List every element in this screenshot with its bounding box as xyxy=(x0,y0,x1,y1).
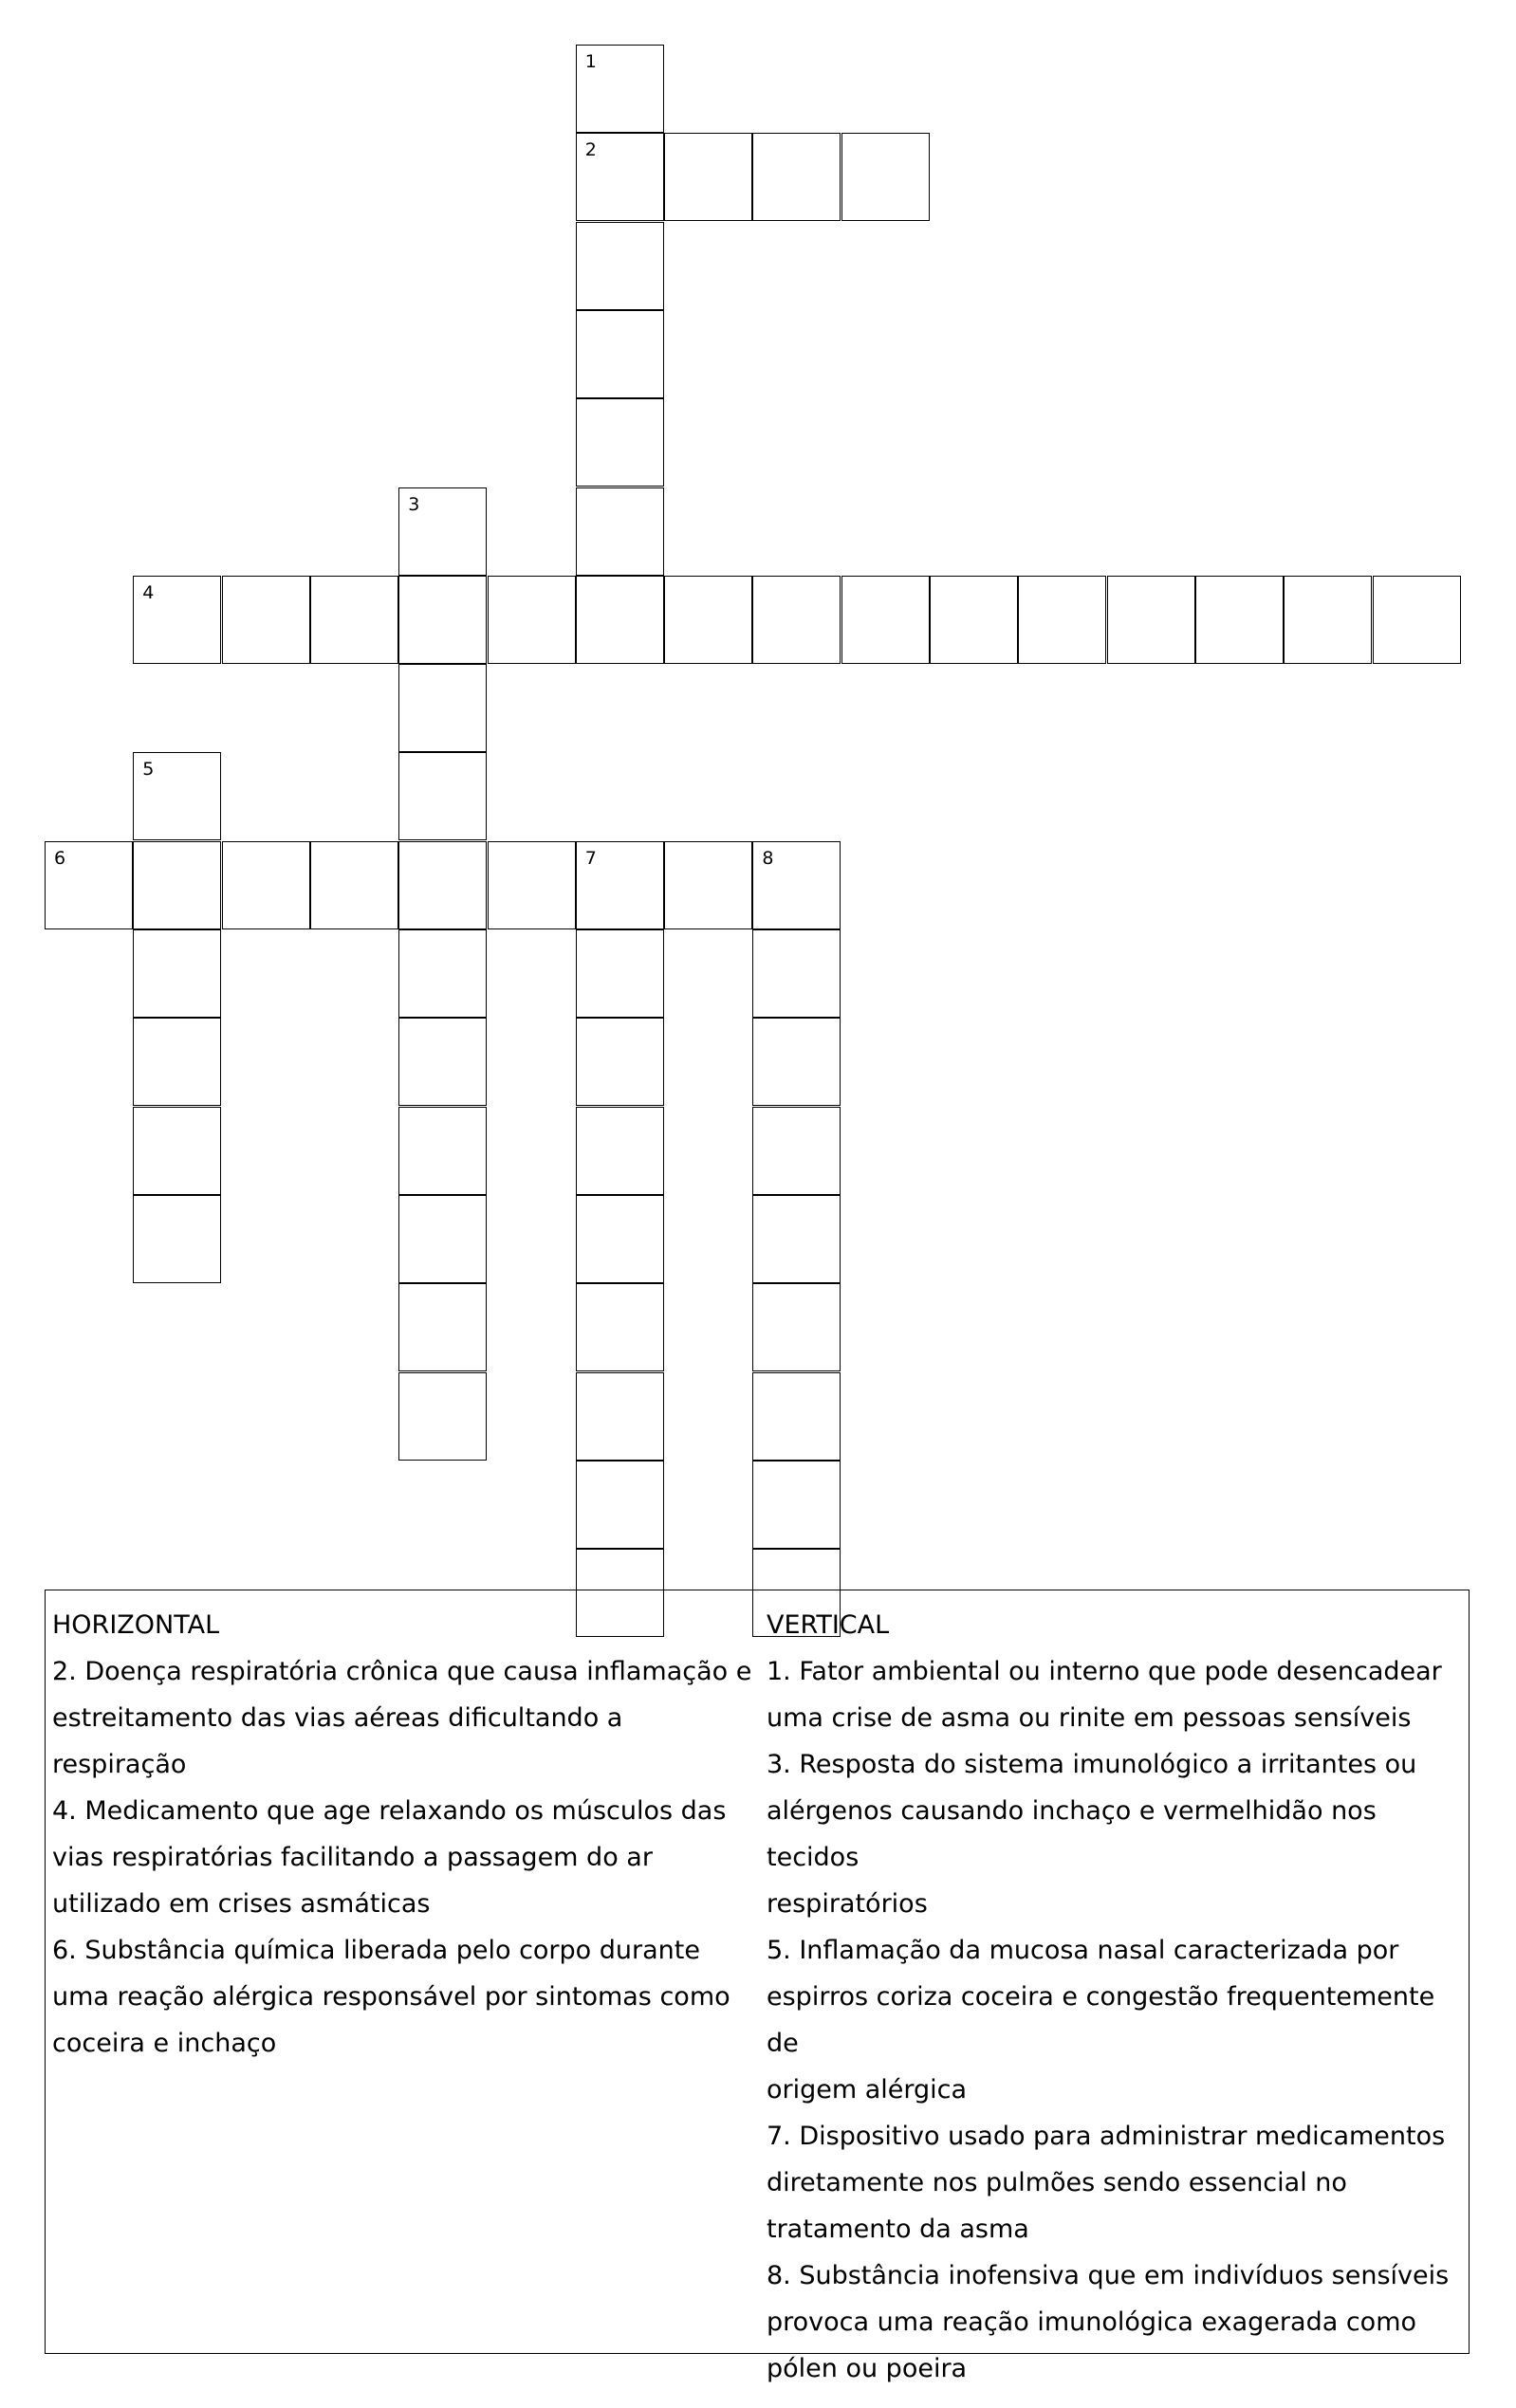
vertical-clue-line: 1. Fator ambiental ou interno que pode desencadear xyxy=(767,1657,1442,1686)
crossword-cell[interactable] xyxy=(576,1107,664,1195)
vertical-clue-line: pólen ou poeira xyxy=(767,2354,968,2383)
crossword-cell[interactable] xyxy=(752,1195,841,1283)
crossword-cell[interactable] xyxy=(222,841,310,929)
crossword-cell[interactable] xyxy=(752,133,841,221)
crossword-cell[interactable] xyxy=(398,929,487,1018)
clue-number: 6 xyxy=(54,847,66,869)
crossword-cell[interactable] xyxy=(752,1372,841,1461)
crossword-cell[interactable] xyxy=(576,929,664,1018)
crossword-cell[interactable] xyxy=(1107,576,1195,664)
crossword-cell[interactable] xyxy=(1284,576,1372,664)
crossword-cell[interactable] xyxy=(133,841,221,929)
crossword-cell[interactable] xyxy=(576,576,664,664)
crossword-cell[interactable] xyxy=(398,1018,487,1106)
horizontal-clue-line: vias respiratórias facilitando a passagem do ar xyxy=(52,1843,653,1872)
horizontal-clue-line: coceira e inchaço xyxy=(52,2029,277,2058)
crossword-cell[interactable] xyxy=(45,841,133,929)
crossword-cell[interactable] xyxy=(752,1018,841,1106)
clue-number: 4 xyxy=(142,581,155,603)
crossword-cell[interactable] xyxy=(133,576,221,664)
vertical-clue-line: respiratórios xyxy=(767,1889,928,1919)
crossword-cell[interactable] xyxy=(576,222,664,310)
crossword-cell[interactable] xyxy=(398,487,487,576)
horizontal-clue-line: uma reação alérgica responsável por sintomas como xyxy=(52,1982,730,2012)
crossword-cell[interactable] xyxy=(576,398,664,487)
crossword-cell[interactable] xyxy=(222,576,310,664)
vertical-clue-line: tratamento da asma xyxy=(767,2215,1029,2244)
horizontal-clue-list xyxy=(52,1648,759,2067)
crossword-cell[interactable] xyxy=(664,841,752,929)
crossword-cell[interactable] xyxy=(310,576,398,664)
horizontal-clue-line: estreitamento das vias aéreas dificultando a xyxy=(52,1703,623,1733)
vertical-clue-line: diretamente nos pulmões sendo essencial no xyxy=(767,2168,1347,2197)
vertical-clue-line: origem alérgica xyxy=(767,2075,968,2105)
crossword-cell[interactable] xyxy=(930,576,1018,664)
crossword-cell[interactable] xyxy=(398,576,487,664)
horizontal-clues xyxy=(52,1602,759,2067)
vertical-title: VERTICAL xyxy=(767,1610,890,1640)
crossword-cell[interactable] xyxy=(133,752,221,840)
crossword-cell[interactable] xyxy=(310,841,398,929)
crossword-cell[interactable] xyxy=(576,310,664,398)
vertical-clue-line: uma crise de asma ou rinite em pessoas sensíveis xyxy=(767,1703,1412,1733)
clue-number: 1 xyxy=(584,51,597,72)
clue-number: 5 xyxy=(142,759,155,781)
crossword-cell[interactable] xyxy=(576,133,664,221)
clue-number: 2 xyxy=(584,139,597,161)
crossword-cell[interactable] xyxy=(664,576,752,664)
crossword-cell[interactable] xyxy=(398,1107,487,1195)
vertical-clue-line: provoca uma reação imunológica exagerada como xyxy=(767,2307,1417,2337)
crossword-cell[interactable] xyxy=(398,1195,487,1283)
horizontal-title: HORIZONTAL xyxy=(52,1610,220,1640)
crossword-cell[interactable] xyxy=(752,576,841,664)
crossword-cell[interactable] xyxy=(488,841,576,929)
crossword-cell[interactable] xyxy=(398,1372,487,1461)
crossword-cell[interactable] xyxy=(576,841,664,929)
crossword-cell[interactable] xyxy=(576,1195,664,1283)
vertical-clue-line: 3. Resposta do sistema imunológico a irritantes ou xyxy=(767,1750,1417,1779)
crossword-cell[interactable] xyxy=(841,576,930,664)
crossword-cell[interactable] xyxy=(398,752,487,840)
crossword-cell[interactable] xyxy=(576,487,664,576)
crossword-cell[interactable] xyxy=(576,1018,664,1106)
vertical-clues xyxy=(767,1602,1464,2392)
crossword-cell[interactable] xyxy=(1373,576,1461,664)
horizontal-clue-line: 2. Doença respiratória crônica que causa inflamação e xyxy=(52,1657,752,1686)
vertical-clue-line: 7. Dispositivo usado para administrar medicamentos xyxy=(767,2122,1446,2151)
vertical-clue-line: 5. Inflamação da mucosa nasal caracterizada por xyxy=(767,1936,1399,1965)
crossword-cell[interactable] xyxy=(841,133,930,221)
clue-number: 3 xyxy=(408,493,420,515)
crossword-cell[interactable] xyxy=(133,1018,221,1106)
crossword-cell[interactable] xyxy=(398,664,487,752)
crossword-cell[interactable] xyxy=(488,576,576,664)
crossword-cell[interactable] xyxy=(752,1283,841,1371)
crossword-cell[interactable] xyxy=(576,1461,664,1549)
crossword-cell[interactable] xyxy=(752,1461,841,1549)
crossword-cell[interactable] xyxy=(1195,576,1284,664)
horizontal-clue-line: utilizado em crises asmáticas xyxy=(52,1889,431,1919)
clues-box xyxy=(45,1590,1470,2383)
horizontal-clue-line: 6. Substância química liberada pelo corpo durante xyxy=(52,1936,700,1965)
crossword-cell[interactable] xyxy=(576,1283,664,1371)
crossword-cell[interactable] xyxy=(752,1107,841,1195)
vertical-clue-line: alérgenos causando inchaço e vermelhidão nos tecidos xyxy=(767,1796,1377,1872)
crossword-cell[interactable] xyxy=(752,929,841,1018)
clue-number: 8 xyxy=(762,847,774,869)
crossword-cell[interactable] xyxy=(398,841,487,929)
crossword-cell[interactable] xyxy=(576,1372,664,1461)
horizontal-clue-line: respiração xyxy=(52,1750,187,1779)
crossword-cell[interactable] xyxy=(752,841,841,929)
crossword-cell[interactable] xyxy=(133,1107,221,1195)
crossword-cell[interactable] xyxy=(664,133,752,221)
crossword-cell[interactable] xyxy=(133,1195,221,1283)
vertical-clue-list xyxy=(767,1648,1464,2392)
horizontal-clue-line: 4. Medicamento que age relaxando os músculos das xyxy=(52,1796,727,1826)
vertical-clue-line: espirros coriza coceira e congestão frequentemente de xyxy=(767,1982,1435,2058)
clue-number: 7 xyxy=(584,847,597,869)
vertical-clue-line: 8. Substância inofensiva que em indivíduos sensíveis xyxy=(767,2261,1450,2290)
crossword-cell[interactable] xyxy=(1018,576,1106,664)
crossword-cell[interactable] xyxy=(576,45,664,133)
crossword-cell[interactable] xyxy=(133,929,221,1018)
crossword-cell[interactable] xyxy=(398,1283,487,1371)
